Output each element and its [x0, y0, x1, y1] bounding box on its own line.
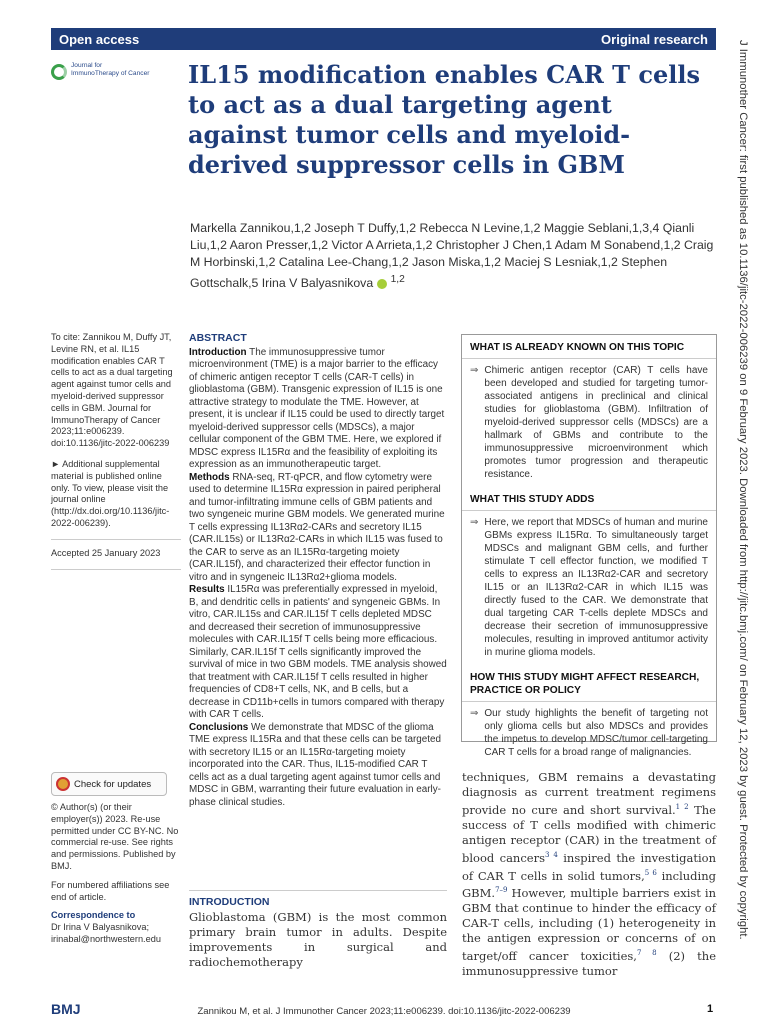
- authors-last-affiliation: 1,2: [390, 274, 405, 285]
- body-text-part: The success of T cells modified with chimeric antigen receptor (CAR) in the treatment of blood cancers: [462, 802, 716, 865]
- box-text-adds: Here, we report that MDSCs of human and murine GBMs express IL15Rα. To simultaneously target MDSCs and malignant GBM cells, and further stimulate T cell effector function, we modified T cells to express an IL13Rα2-CAR and secretory IL15 or an IL13Rα2-CAR in which IL15 was directly fused to the CAR. We demonstrate that dual targeting CAR T-cells deplete MDSCs and decrease their secretion of immunosuppressive molecules, resulting in improved antitumor activity in murine glioma models.: [484, 517, 708, 658]
- correspondence-email[interactable]: irinabal@northwestern.edu: [51, 933, 161, 944]
- box-heading-adds: WHAT THIS STUDY ADDS: [462, 487, 716, 511]
- abstract-intro-text: The immunosuppressive tumor microenvironment (TME) is a major barrier to the efficacy of chimeric antigen receptor T cells (CAR-T cells) in glioblastoma (GBM). Transgenic expression of IL15 is one attractive strategy to modulate the TME. However, at present, it is unclear if IL15 could be used to directly target myeloid-derived suppressor cells (MDSCs), a major cellular component of the GBM TME. Here, we explored if MDSC express IL15Rα and the feasibility of exploiting its expression as an immunotherapeutic target.: [189, 346, 445, 470]
- correspondence-heading: Correspondence to: [51, 910, 136, 921]
- box-item-known: [462, 359, 716, 487]
- box-heading-impact: HOW THIS STUDY MIGHT AFFECT RESEARCH, PRACTICE OR POLICY: [462, 665, 716, 702]
- body-text-part: (2) the immunosuppressive tumor: [462, 949, 717, 979]
- journal-logo[interactable]: [51, 62, 181, 80]
- vertical-copyright-strip: [735, 40, 751, 980]
- check-for-updates-button[interactable]: [51, 772, 167, 796]
- abstract-introduction: [189, 347, 447, 472]
- abstract-results-text: IL15Rα was preferentially expressed in myeloid, B, and dendritic cells in patients' and syngeneic GBMs. In vitro, CAR.IL15s and CAR.IL15f T cells depleted MDSC and decreased their secretion of immunosuppressive molecules with CAR.IL15f T cells being more efficacious. Similarly, CAR.IL15f T cells significantly improved the survival of mice in two GBM models. TME analysis showed that treatment with CAR.IL15f T cells resulted in higher frequencies of CD8+T cells, NK, and B cells, but a decrease in CD11b+cells in tumors compared with therapy with CAR T cells.: [189, 584, 447, 720]
- divider: [189, 890, 447, 891]
- vertical-copyright-text: J Immunother Cancer: first published as 10.1136/jitc-2022-006239 on 9 February 2023. Downloaded from http://jitc.bmj.com/ on February 12, 2023 by guest. Protected by copyright.: [737, 40, 749, 940]
- abstract-results-label: Results: [189, 584, 225, 595]
- author-list: [190, 220, 720, 292]
- affiliations-note: For numbered affiliations see end of article.: [51, 879, 170, 902]
- journal-name-line1: Journal for: [71, 62, 103, 69]
- divider: [51, 569, 181, 570]
- article-title: IL15 modification enables CAR T cells to act as a dual targeting agent against tumor cells and myeloid-derived suppressor cells in GBM: [188, 60, 700, 179]
- body-text-part: including GBM.: [462, 868, 716, 901]
- authors-text: Markella Zannikou,1,2 Joseph T Duffy,1,2 Rebecca N Levine,1,2 Maggie Seblani,1,3,4 Qianli Liu,1,2 Aaron Presser,1,2 Victor A Arrieta,1,2 Christopher J Chen,1 Adam M Sonabend,1,2 Craig M Horbinski,1,2 Catalina Lee-Chang,1,2 Jason Miska,1,2 Maciej S Lesniak,1,2 Stephen Gottschalk,5 Irina V Balyasnikova: [190, 221, 714, 291]
- journal-logo-icon: [51, 64, 67, 80]
- box-item-adds: [462, 511, 716, 665]
- abstract-intro-label: Introduction: [189, 346, 247, 358]
- reference-link[interactable]: 7–9: [495, 886, 508, 895]
- abstract: [189, 332, 447, 809]
- reference-link[interactable]: 7 8: [636, 949, 657, 958]
- sidebar: [51, 332, 181, 578]
- citation-text: To cite: Zannikou M, Duffy JT, Levine RN, et al. IL15 modification enables CAR T cells to act as a dual targeting agent against tumor cells and myeloid-derived suppressor cells in GBM. Journal for ImmunoTherapy of Cancer 2023;11:e006239. doi:10.1136/jitc-2022-006239: [51, 332, 173, 449]
- footer-citation: Zannikou M, et al. J Immunother Cancer 2023;11:e006239. doi:10.1136/jitc-2022-006239: [197, 1006, 571, 1017]
- box-text-impact: Our study highlights the benefit of targeting not only glioma cells but also MDSCs and provides the impetus to develop MDSC/tumor cell-targeting CAR T cells for a broad range of malignancies.: [484, 708, 708, 758]
- body-text-part: techniques, GBM remains a devastating diagnosis as current treatment regimens provide no cure and short survival.: [462, 770, 716, 817]
- body-text-part: inspired the investigation of CAR T cells in solid tumors,: [462, 850, 716, 883]
- copyright-text: © Author(s) (or their employer(s)) 2023. Re-use permitted under CC BY-NC. No commercial re-use. See rights and permissions. Published by BMJ.: [51, 802, 179, 871]
- abstract-conclusions-label: Conclusions: [189, 721, 249, 733]
- introduction-heading: INTRODUCTION: [189, 896, 270, 908]
- box-item-impact: [462, 702, 716, 765]
- arrow-icon: ⇒: [470, 517, 479, 528]
- reference-link[interactable]: 1 2: [675, 803, 689, 811]
- abstract-methods: [189, 472, 447, 585]
- abstract-conclusions-text: We demonstrate that MDSC of the glioma TME express IL15Ra and that these cells can be targeted with secretory IL15 or an IL15Rα-targeting moiety incorporated into the CAR. Thus, IL15-modified CAR T cells act as a dual targeting agent against tumor cells and MDSC in GBM, warranting their future evaluation in early-phase clinical studies.: [189, 721, 441, 808]
- body-text-part: However, multiple barriers exist in GBM that continue to hinder the efficacy of CAR-T cells, including (1) heterogeneity in the antigen expression or concerns of on target/off cancer toxicities,: [462, 886, 716, 964]
- box-heading-known: WHAT IS ALREADY KNOWN ON THIS TOPIC: [462, 335, 716, 359]
- check-updates-label: Check for updates: [74, 778, 152, 790]
- abstract-methods-label: Methods: [189, 471, 230, 483]
- abstract-methods-text: RNA-seq, RT-qPCR, and flow cytometry were used to determine IL15Rα expression in paired peripheral and tumor-infiltrating immune cells of GBM patients and two syngeneic murine GBM models. We generated murine T cells expressing IL13Rα2-CARs and secretory IL15 (CAR.IL15s) or IL13Rα2-CARs in which IL15 was fused to the CAR to serve as an IL15Rα-targeting moiety (CAR.IL15f), and characterized their effector function in vitro and in syngeneic IL13Rα2+glioma models.: [189, 471, 445, 583]
- box-text-known: Chimeric antigen receptor (CAR) T cells have been developed and studied for targeting tumor-associated antigens in preclinical and clinical studies for glioblastoma (GBM). Infiltration of myeloid-derived suppressor cells (MDSCs) are a hallmark of GBMs and contribute to the immunosuppressive microenvironment which promotes tumor progression and therapeutic resistance.: [484, 365, 708, 480]
- reference-link[interactable]: 5 6: [644, 868, 657, 877]
- introduction-text: Glioblastoma (GBM) is the most common primary brain tumor in adults. Despite improvements in surgical and radiochemotherapy: [189, 910, 447, 969]
- arrow-icon: ⇒: [470, 365, 479, 376]
- bmj-logo: BMJ: [51, 1001, 81, 1017]
- accepted-date: Accepted 25 January 2023: [51, 547, 161, 558]
- abstract-conclusions: [189, 722, 447, 810]
- key-messages-box: [461, 334, 717, 758]
- abstract-results: [189, 584, 447, 722]
- arrow-icon: ⇒: [470, 708, 479, 719]
- supplemental-note[interactable]: ► Additional supplemental material is published online only. To view, please visit the journal online (http://dx.doi.org/10.1136/jitc-2022-006239).: [51, 458, 170, 528]
- orcid-icon[interactable]: [377, 279, 387, 289]
- header-bar: [51, 28, 716, 50]
- page-number: 1: [707, 1003, 714, 1015]
- reference-link[interactable]: 3 4: [544, 850, 558, 859]
- correspondence-name: Dr Irina V Balyasnikova;: [51, 922, 150, 933]
- body-text-column2: [462, 770, 716, 979]
- crossmark-icon: [56, 777, 70, 791]
- copyright-block: [51, 802, 181, 946]
- article-type-label: Original research: [601, 31, 708, 47]
- divider: [51, 539, 181, 540]
- journal-name-line2: ImmunoTherapy of Cancer: [71, 70, 150, 77]
- open-access-label: Open access: [59, 31, 140, 47]
- abstract-heading: ABSTRACT: [189, 332, 247, 344]
